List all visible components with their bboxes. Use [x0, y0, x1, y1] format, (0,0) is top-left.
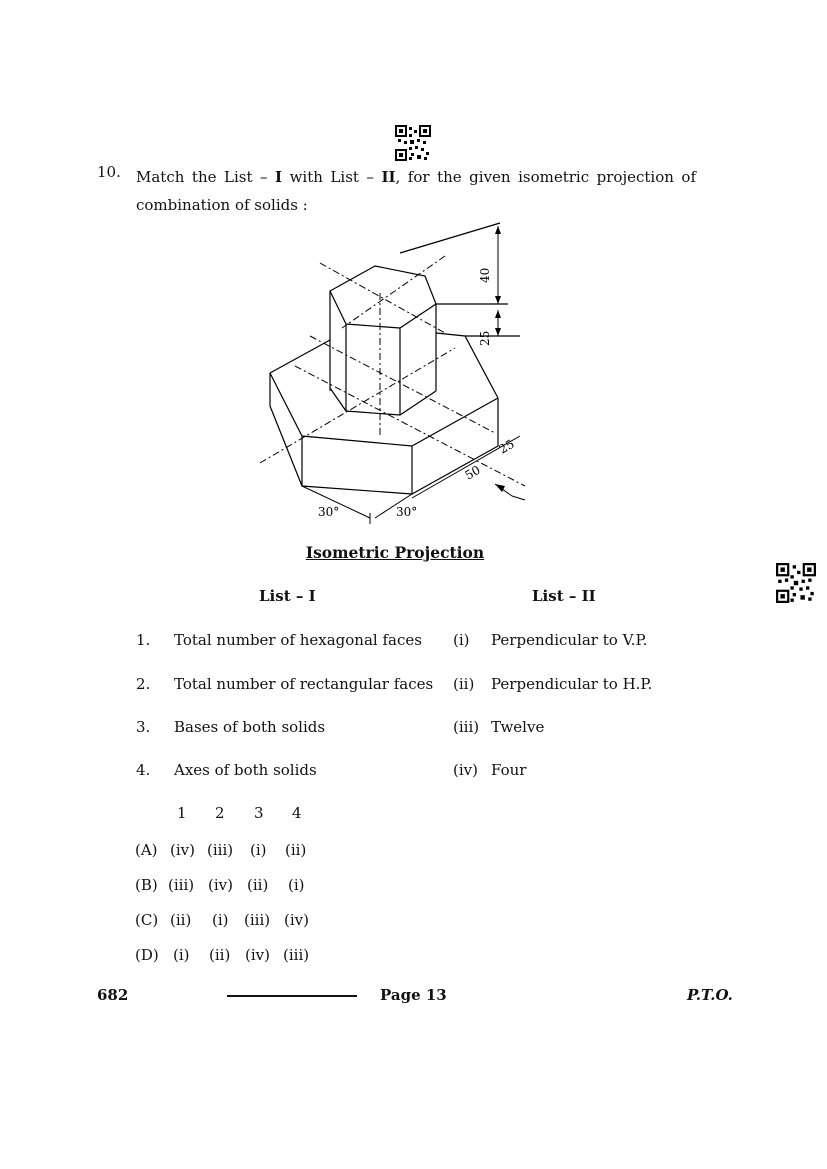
list2-item: Perpendicular to H.P. — [491, 675, 653, 693]
option-value: (iii) — [207, 841, 234, 859]
option-value: (i) — [173, 946, 190, 964]
roman-numeral: (iv) — [453, 761, 478, 779]
option-value: (i) — [212, 911, 229, 929]
dim-40-label: 40 — [478, 267, 492, 283]
match-row — [0, 761, 827, 781]
footer-divider — [227, 995, 357, 997]
question-text: Match the List – I with List – II, for the given isometric projection of combination of solids : — [136, 168, 696, 214]
option-b[interactable] — [0, 876, 827, 896]
dim-25-base-label: 25 — [496, 436, 517, 457]
option-label: (B) — [135, 876, 158, 894]
option-value: (iii) — [168, 876, 195, 894]
page-number: Page 13 — [380, 986, 447, 1004]
pto-label: P.T.O. — [687, 986, 733, 1004]
option-value: (iv) — [170, 841, 195, 859]
roman-numeral: (i) — [453, 631, 470, 649]
list1-item: Axes of both solids — [174, 761, 317, 779]
option-d[interactable] — [0, 946, 827, 966]
roman-numeral: (ii) — [453, 675, 475, 693]
list1-item: Bases of both solids — [174, 718, 326, 736]
dim-50-label: 50 — [462, 462, 483, 483]
option-value: (iv) — [208, 876, 233, 894]
option-value: (iii) — [283, 946, 310, 964]
option-value: (iv) — [284, 911, 309, 929]
option-value: (iv) — [245, 946, 270, 964]
option-value: (ii) — [285, 841, 307, 859]
options-header — [0, 804, 827, 824]
list2-heading: List – II — [532, 587, 596, 605]
option-col-header: 4 — [292, 804, 302, 822]
option-value: (i) — [250, 841, 267, 859]
match-row — [0, 718, 827, 738]
isometric-figure — [250, 218, 550, 528]
list2-item: Twelve — [491, 718, 545, 736]
option-a[interactable] — [0, 841, 827, 861]
match-row — [0, 631, 827, 651]
angle-left-label: 30° — [318, 505, 340, 519]
option-c[interactable] — [0, 911, 827, 931]
figure-caption: Isometric Projection — [305, 543, 485, 562]
isometric-drawing — [250, 218, 550, 528]
question-number: 10. — [97, 163, 121, 181]
list2-item: Perpendicular to V.P. — [491, 631, 648, 649]
option-label: (A) — [135, 841, 158, 859]
dim-25-vertical-label: 25 — [478, 330, 492, 346]
option-label: (D) — [135, 946, 159, 964]
list1-item: Total number of hexagonal faces — [174, 631, 422, 649]
row-number: 2. — [136, 675, 151, 693]
qr-code-top — [395, 125, 431, 161]
qr-code-side — [776, 563, 816, 603]
match-row — [0, 675, 827, 695]
option-value: (ii) — [209, 946, 231, 964]
option-value: (ii) — [247, 876, 269, 894]
option-label: (C) — [135, 911, 159, 929]
row-number: 1. — [136, 631, 151, 649]
option-col-header: 1 — [177, 804, 187, 822]
list2-item: Four — [491, 761, 527, 779]
row-number: 3. — [136, 718, 151, 736]
option-value: (iii) — [244, 911, 271, 929]
row-number: 4. — [136, 761, 151, 779]
option-value: (i) — [288, 876, 305, 894]
option-col-header: 2 — [215, 804, 225, 822]
roman-numeral: (iii) — [453, 718, 480, 736]
paper-code: 682 — [97, 986, 129, 1004]
option-col-header: 3 — [254, 804, 264, 822]
angle-right-label: 30° — [396, 505, 418, 519]
list1-heading: List – I — [259, 587, 316, 605]
list1-item: Total number of rectangular faces — [174, 675, 434, 693]
option-value: (ii) — [170, 911, 192, 929]
